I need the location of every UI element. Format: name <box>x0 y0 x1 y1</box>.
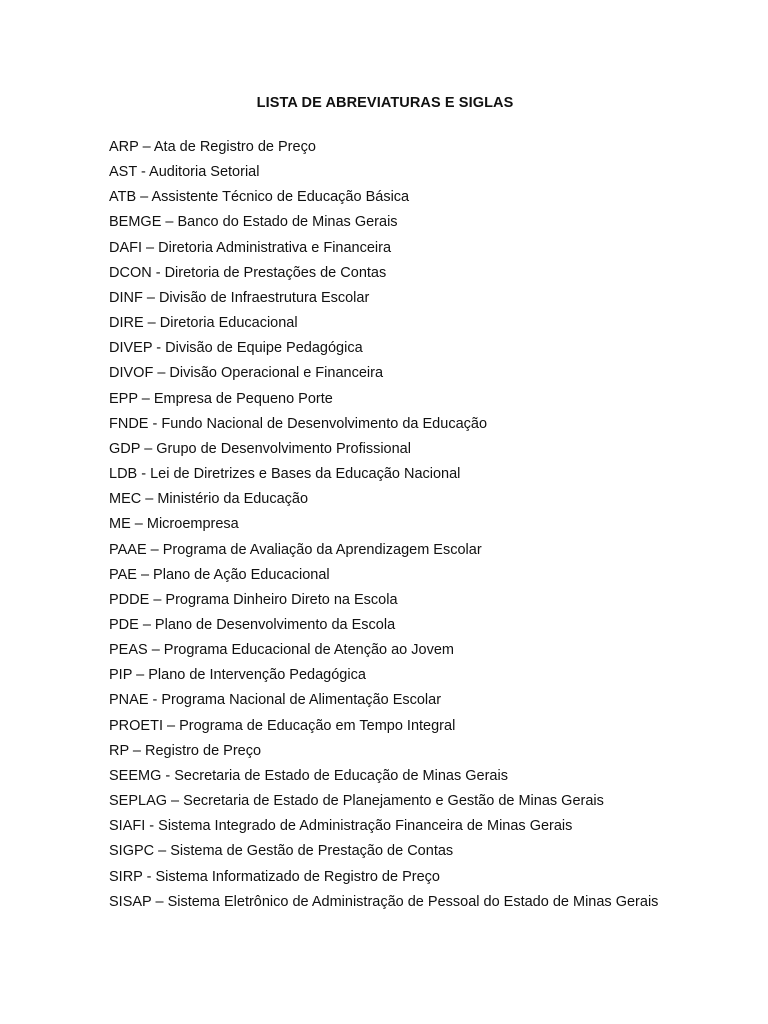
list-item: RP – Registro de Preço <box>109 742 262 759</box>
list-item: PIP – Plano de Intervenção Pedagógica <box>109 667 366 684</box>
list-item: SIAFI - Sistema Integrado de Administração Financeira de Minas Gerais <box>109 818 573 835</box>
list-item: PAE – Plano de Ação Educacional <box>109 566 330 583</box>
list-item: ARP – Ata de Registro de Preço <box>109 139 316 155</box>
list-item: DIVOF – Divisão Operacional e Financeira <box>109 365 384 382</box>
list-item: SISAP – Sistema Eletrônico de Administração de Pessoal do Estado de Minas Gerais <box>109 893 659 910</box>
list-item: DIVEP - Divisão de Equipe Pedagógica <box>109 340 363 357</box>
list-item: FNDE - Fundo Nacional de Desenvolvimento da Educação <box>109 415 488 432</box>
list-item: SEPLAG – Secretaria de Estado de Planejamento e Gestão de Minas Gerais <box>109 793 604 810</box>
list-item: SEEMG - Secretaria de Estado de Educação de Minas Gerais <box>109 767 508 784</box>
list-item: LDB - Lei de Diretrizes e Bases da Educação Nacional <box>109 466 461 483</box>
abbreviation-list <box>109 135 669 915</box>
list-item: DCON - Diretoria de Prestações de Contas <box>109 264 387 281</box>
list-item: PDDE – Programa Dinheiro Direto na Escola <box>109 591 398 608</box>
list-item: AST - Auditoria Setorial <box>109 164 260 181</box>
list-item: EPP – Empresa de Pequeno Porte <box>109 390 333 407</box>
list-item: SIGPC – Sistema de Gestão de Prestação de Contas <box>109 843 454 860</box>
list-item: SIRP - Sistema Informatizado de Registro de Preço <box>109 868 440 885</box>
list-item: MEC – Ministério da Educação <box>109 491 309 508</box>
list-item: ATB – Assistente Técnico de Educação Básica <box>109 189 410 206</box>
list-item: DINF – Divisão de Infraestrutura Escolar <box>109 289 370 306</box>
list-item: PNAE - Programa Nacional de Alimentação Escolar <box>109 692 442 709</box>
list-item: DAFI – Diretoria Administrativa e Financeira <box>109 239 392 256</box>
page-title: LISTA DE ABREVIATURAS E SIGLAS <box>256 95 514 111</box>
list-item: GDP – Grupo de Desenvolvimento Profissional <box>109 440 411 457</box>
list-item: DIRE – Diretoria Educacional <box>109 315 298 332</box>
list-item: PDE – Plano de Desenvolvimento da Escola <box>109 616 396 633</box>
list-item: PROETI – Programa de Educação em Tempo Integral <box>109 717 456 734</box>
list-item: ME – Microempresa <box>109 516 239 533</box>
list-item: BEMGE – Banco do Estado de Minas Gerais <box>109 214 398 231</box>
list-item: PAAE – Programa de Avaliação da Aprendizagem Escolar <box>109 541 482 558</box>
list-item: PEAS – Programa Educacional de Atenção ao Jovem <box>109 642 454 659</box>
